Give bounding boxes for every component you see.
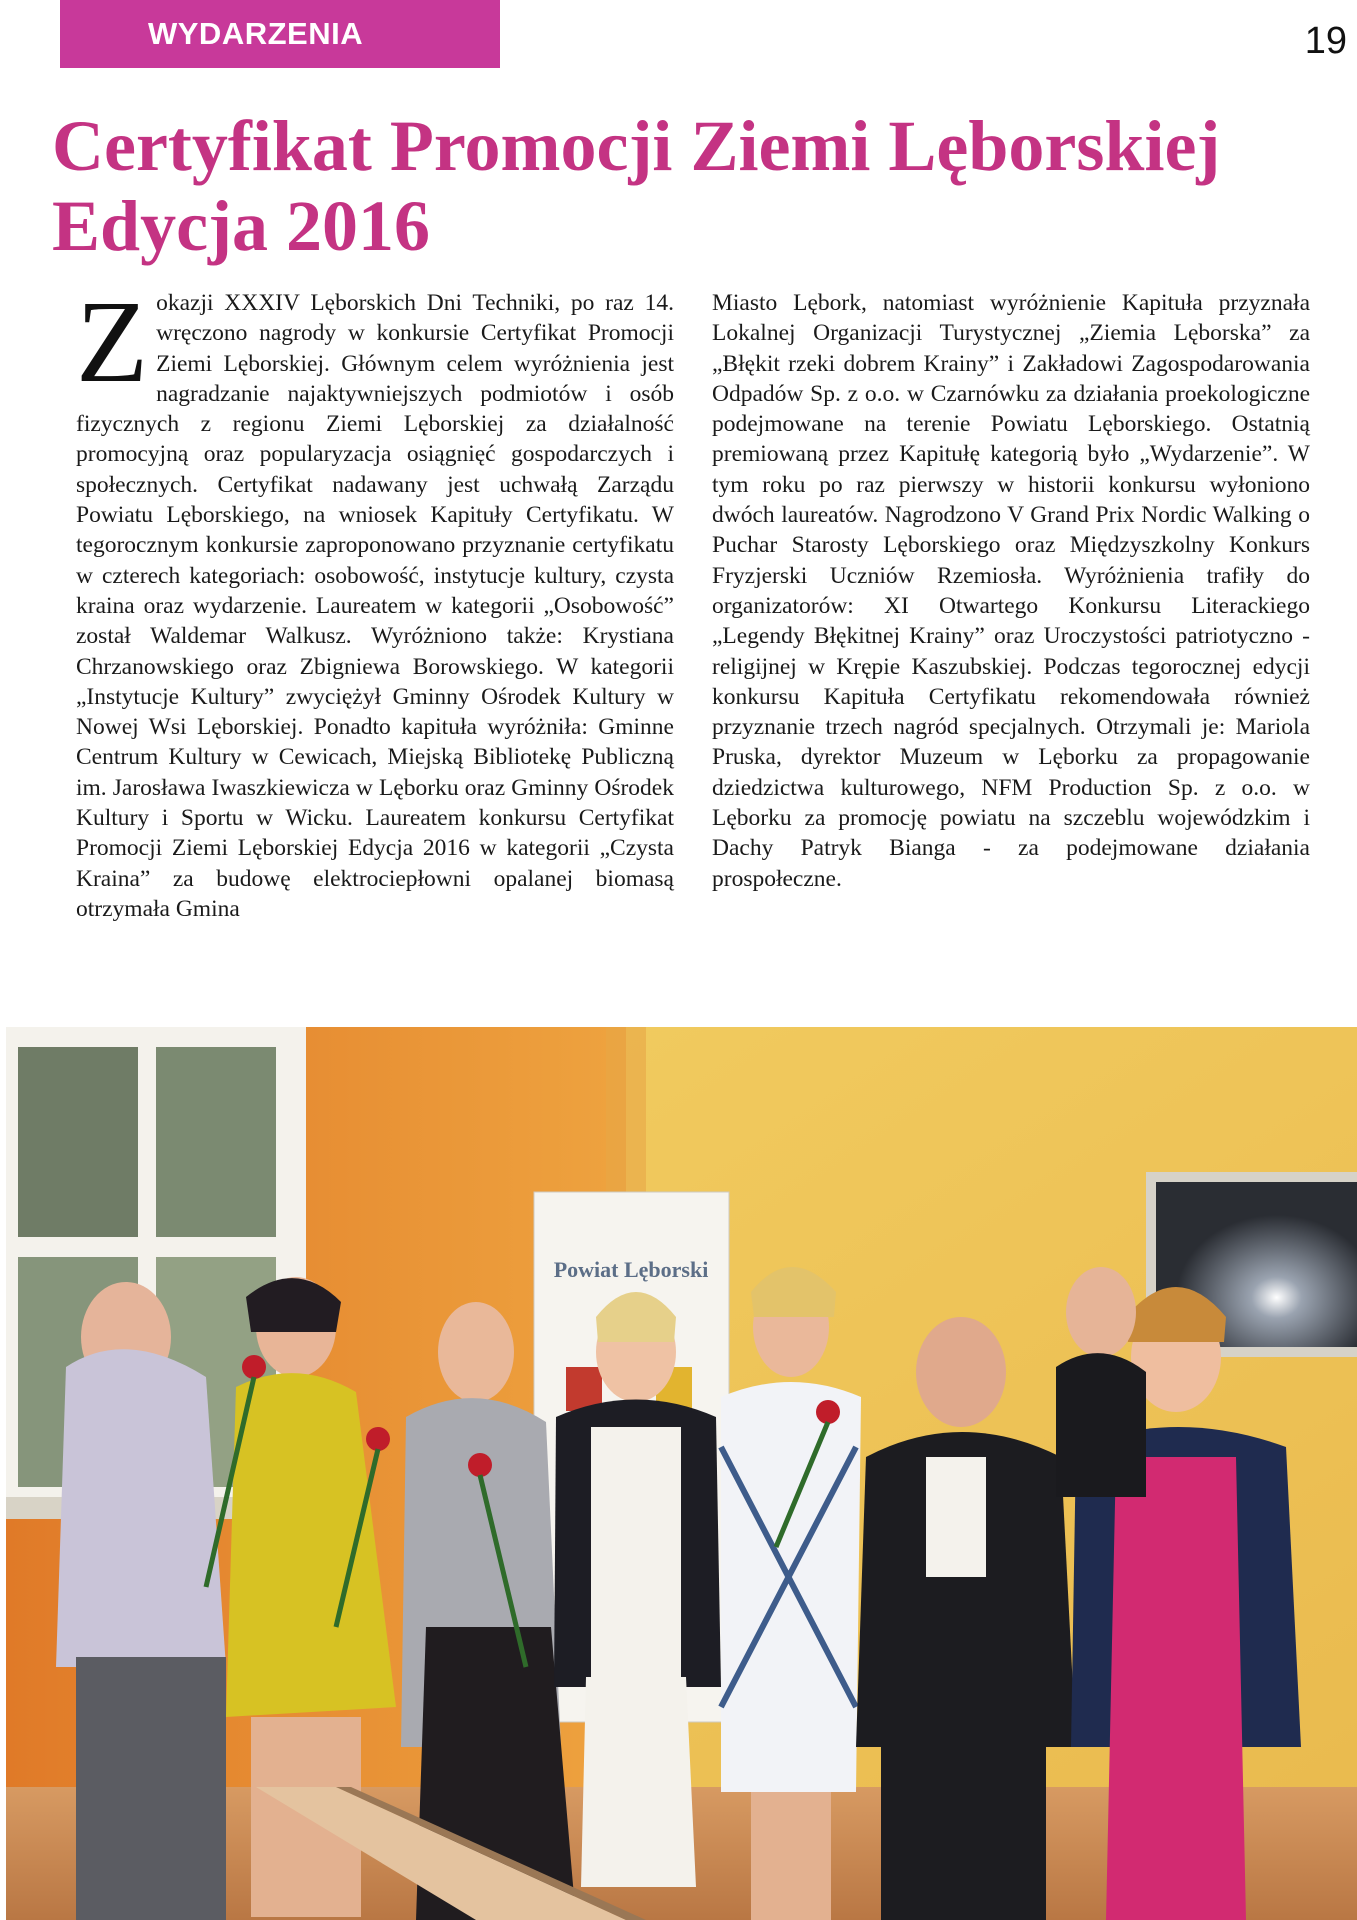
page-number: 19: [1304, 20, 1347, 62]
drop-cap: Z: [76, 276, 149, 407]
article-title: Certyfikat Promocji Ziemi Lęborskiej Edycja 2016: [52, 106, 1221, 266]
award-ceremony-photo: [6, 1027, 1357, 1920]
article-column-right: [712, 288, 1310, 894]
banner-text: Powiat Lęborski: [553, 1257, 709, 1282]
section-tag: [60, 0, 500, 68]
article-text-left: okazji XXXIV Lęborskich Dni Techniki, po raz 14. wręczono nagrody w konkursie Certyfikat Promocji Ziemi Lęborskiej. Głównym celem wyróżnienia jest nagradzanie najaktywniejszych podmiotów i osób fizycznych z regionu Ziemi Lęborskiej za działalność promocyjną oraz popularyzacja osiągnięć gospodarczych i społecznych. Certyfikat nadawany jest uchwałą Zarządu Powiatu Lęborskiego, na wniosek Kapituły Certyfikatu. W tegorocznym konkursie zaproponowano przyznanie certyfikatu w czterech kategoriach: osobowość, instytucje kultury, czysta kraina oraz wydarzenie. Laureatem w kategorii „Osobowość” został Waldemar Walkusz. Wyróżniono także: Krystiana Chrzanowskiego oraz Zbigniewa Borowskiego. W kategorii „Instytucje Kultury” zwyciężył Gminny Ośrodek Kultury w Nowej Wsi Lęborskiej. Ponadto kapituła wyróżniła: Gminne Centrum Kultury w Cewicach, Miejską Bibliotekę Publiczną im. Jarosława Iwaszkiewicza w Lęborku oraz Gminny Ośrodek Kultury i Sportu w Wicku. Laureatem konkursu Certyfikat Promocji Ziemi Lęborskiej Edycja 2016 w kategorii „Czysta Kraina” za budowę elektrociepłowni opalanej biomasą otrzymała Gmina: [76, 290, 674, 922]
section-label: WYDARZENIA: [148, 16, 364, 51]
article-column-left: [76, 276, 674, 924]
article-text-right: Miasto Lębork, natomiast wyróżnienie Kapituła przyznała Lokalnej Organizacji Turystycznej „Ziemia Lęborska” za „Błękit rzeki dobrem Krainy” i Zakładowi Zagospodarowania Odpadów Sp. z o.o. w Czarnówku za działania proekologiczne podejmowane na terenie Powiatu Lęborskiego. Ostatnią premiowaną przez Kapitułę kategorią było „Wydarzenie”. W tym roku po raz pierwszy w historii konkursu wyłoniono dwóch laureatów. Nagrodzono V Grand Prix Nordic Walking o Puchar Starosty Lęborskiego oraz Międzyszkolny Konkurs Fryzjerski Uczniów Rzemiosła. Wyróżnienia trafiły do organizatorów: XI Otwartego Konkursu Literackiego „Legendy Błękitnej Krainy” oraz Uroczystości patriotyczno - religijnej w Krępie Kaszubskiej. Podczas tegorocznej edycji konkursu Kapituła Certyfikatu rekomendowała również przyznanie trzech nagród specjalnych. Otrzymali je: Mariola Pruska, dyrektor Muzeum w Lęborku za propagowanie dziedzictwa kulturowego, NFM Production Sp. z o.o. w Lęborku za promocję powiatu na szczeblu wojewódzkim i Dachy Patryk Bianga - za podejmowane działania prospołeczne.: [712, 290, 1310, 892]
